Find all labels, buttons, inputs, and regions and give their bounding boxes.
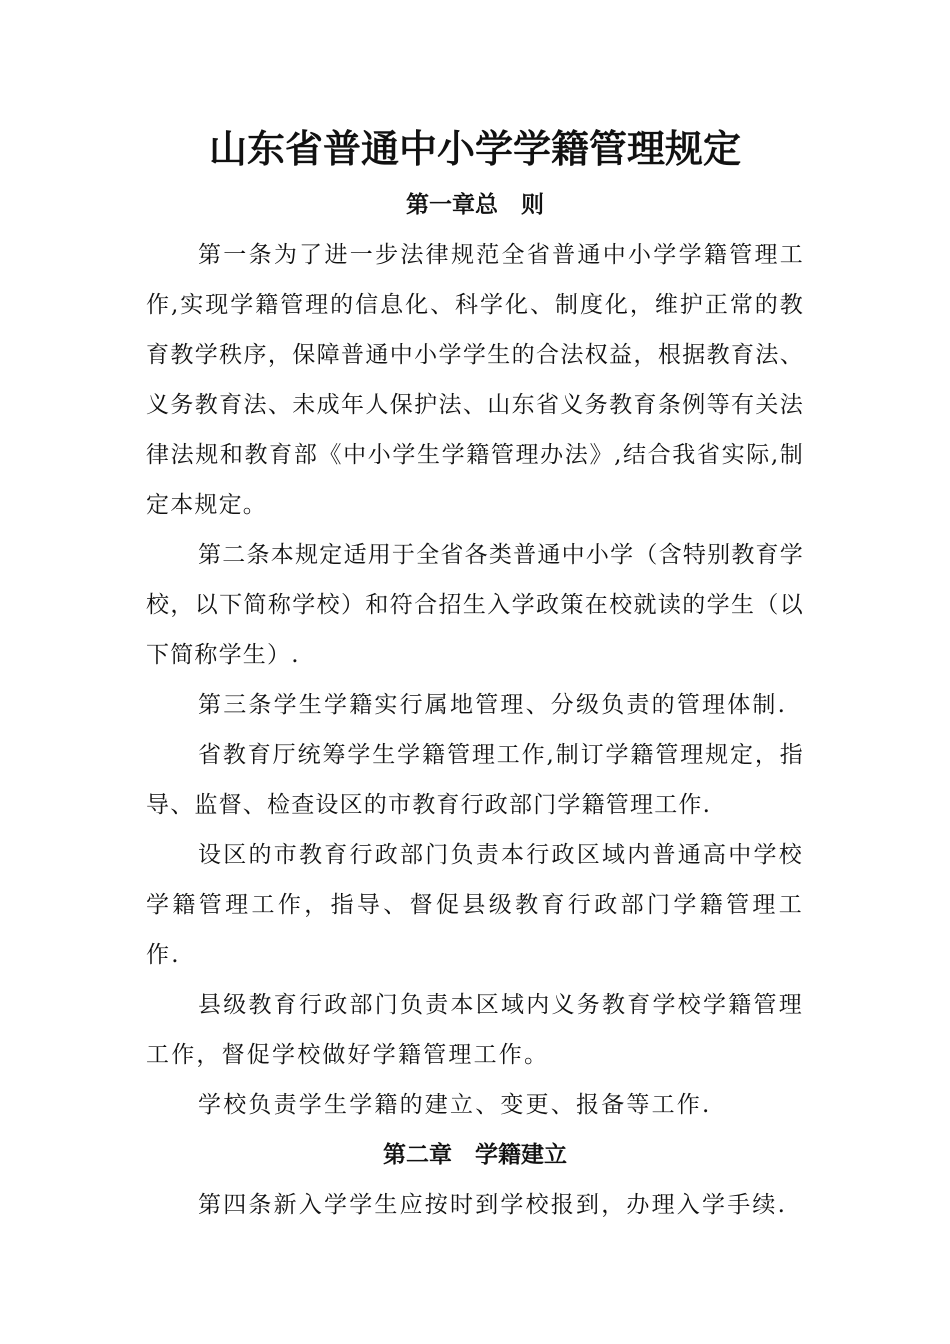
chapter-heading: 第二章 学籍建立 [383, 1142, 567, 1168]
article-paragraph: 第四条新入学学生应按时到学校报到，办理入学手续. [198, 1192, 788, 1218]
article-paragraph: 第一条为了进一步法律规范全省普通中小学学籍管理工作,实现学籍管理的信息化、科学化、制度化，维护正常的教育教学秩序，保障普通中小学学生的合法权益，根据教育法、义务教育法、未成年人保护法、山东省义务教育条例等有关法律法规和教育部《中小学生学籍管理办法》,结合我省实际,制定本规定。 [146, 242, 804, 518]
article-paragraph: 学校负责学生学籍的建立、变更、报备等工作. [198, 1092, 712, 1118]
article-paragraph: 设区的市教育行政部门负责本行政区域内普通高中学校学籍管理工作，指导、督促县级教育行政部门学籍管理工作. [146, 842, 804, 968]
article-paragraph: 省教育厅统筹学生学籍管理工作,制订学籍管理规定，指导、监督、检查设区的市教育行政部门学籍管理工作. [146, 742, 804, 818]
article-paragraph: 第三条学生学籍实行属地管理、分级负责的管理体制. [198, 692, 788, 718]
chapter-heading: 第一章总 则 [406, 192, 544, 218]
article-paragraph: 第二条本规定适用于全省各类普通中小学（含特别教育学校，以下简称学校）和符合招生入学政策在校就读的学生（以下简称学生）. [146, 542, 804, 668]
article-paragraph: 县级教育行政部门负责本区域内义务教育学校学籍管理工作，督促学校做好学籍管理工作。 [146, 992, 804, 1068]
document-title: 山东省普通中小学学籍管理规定 [208, 126, 741, 171]
